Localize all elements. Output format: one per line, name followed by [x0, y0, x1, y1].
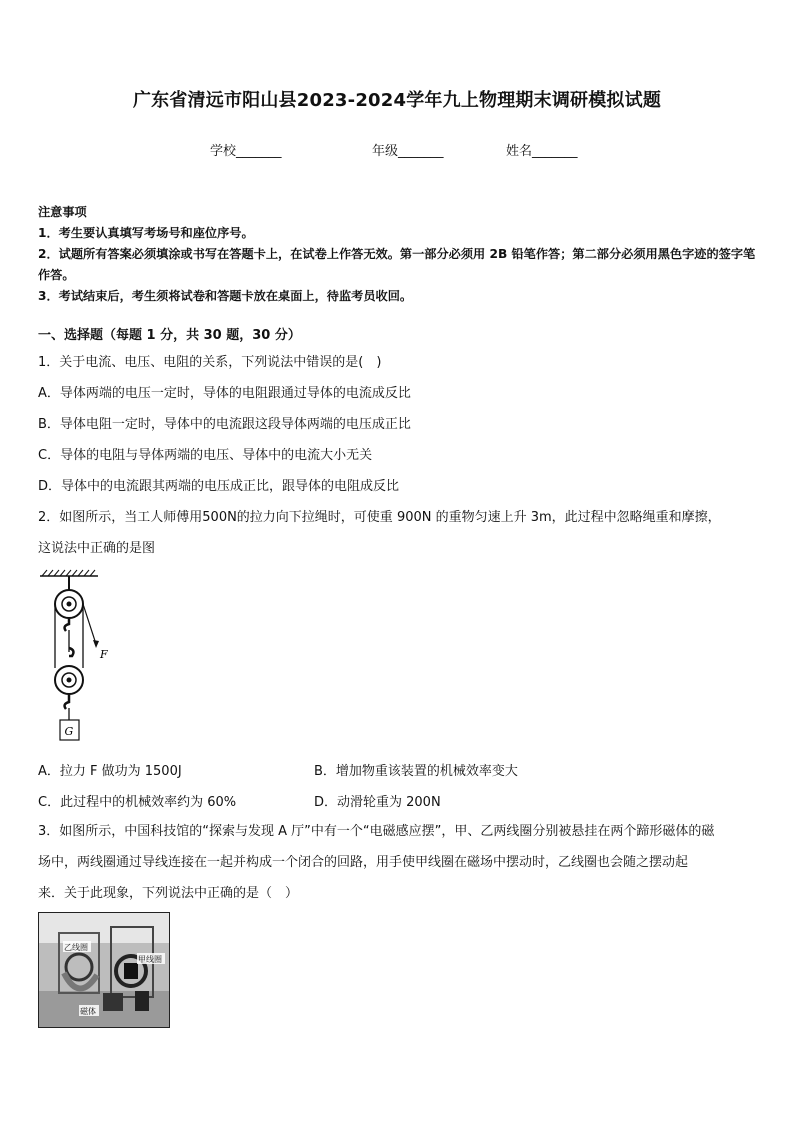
- grade-field[interactable]: 年级_______: [372, 144, 444, 159]
- pendulum-photo: [38, 912, 170, 1028]
- q1-option-d[interactable]: D．导体中的电流跟其两端的电压成正比，跟导体的电阻成反比: [38, 479, 400, 494]
- q3-stem-line1: 3．如图所示，中国科技馆的“探索与发现 A 厅”中有一个“电磁感应摆”，甲、乙两线圈分别被悬挂在两个蹄形磁体的磁: [38, 824, 715, 839]
- q1-stem: 1．关于电流、电压、电阻的关系，下列说法中错误的是( ): [38, 355, 382, 370]
- school-field[interactable]: 学校_______: [210, 144, 282, 159]
- student-info: [0, 140, 794, 160]
- q2-option-b[interactable]: B．增加物重该装置的机械效率变大: [314, 764, 518, 779]
- weight-label: G: [64, 725, 74, 738]
- magnet-label: 磁体: [80, 1007, 96, 1016]
- force-label: F: [100, 648, 108, 661]
- coil-b-label: 乙线圈: [64, 943, 88, 952]
- q2-option-a[interactable]: A．拉力 F 做功为 1500J: [38, 764, 182, 779]
- pulley-figure: [38, 568, 128, 748]
- q2-option-c[interactable]: C．此过程中的机械效率约为 60%: [38, 795, 237, 810]
- section-heading: 一、选择题（每题 1 分，共 30 题，30 分）: [38, 328, 301, 343]
- q1-option-b[interactable]: B．导体电阻一定时，导体中的电流跟这段导体两端的电压成正比: [38, 417, 411, 432]
- notice-item-3: 3．考试结束后，考生须将试卷和答题卡放在桌面上，待监考员收回。: [38, 289, 413, 303]
- q2-stem-line2: 这说法中正确的是图: [38, 541, 156, 556]
- notice-block: [38, 202, 760, 307]
- coil-a-label: 甲线圈: [138, 955, 162, 964]
- q2-option-d[interactable]: D．动滑轮重为 200N: [314, 795, 441, 810]
- notice-item-1: 1．考生要认真填写考场号和座位序号。: [38, 226, 254, 240]
- q2-stem-line1: 2．如图所示，当工人师傅用500N的拉力向下拉绳时，可使重 900N 的重物匀速上升 3m，此过程中忽略绳重和摩擦，: [38, 510, 721, 525]
- q3-stem-line3: 来．关于此现象，下列说法中正确的是（ ）: [38, 886, 299, 901]
- q3-stem-line2: 场中，两线圈通过导线连接在一起并构成一个闭合的回路，用手使甲线圈在磁场中摆动时，乙线圈也会随之摆动起: [38, 855, 689, 870]
- notice-item-2: 2．试题所有答案必须填涂或书写在答题卡上，在试卷上作答无效。第一部分必须用 2B 铅笔作答；第二部分必须用黑色字迹的签字笔作答。: [38, 247, 756, 282]
- notice-heading: 注意事项: [38, 205, 87, 219]
- q1-option-c[interactable]: C．导体的电阻与导体两端的电压、导体中的电流大小无关: [38, 448, 373, 463]
- page-title: 广东省清远市阳山县2023-2024学年九上物理期末调研模拟试题: [132, 90, 662, 111]
- q1-option-a[interactable]: A．导体两端的电压一定时，导体的电阻跟通过导体的电流成反比: [38, 386, 411, 401]
- name-field[interactable]: 姓名_______: [506, 144, 578, 159]
